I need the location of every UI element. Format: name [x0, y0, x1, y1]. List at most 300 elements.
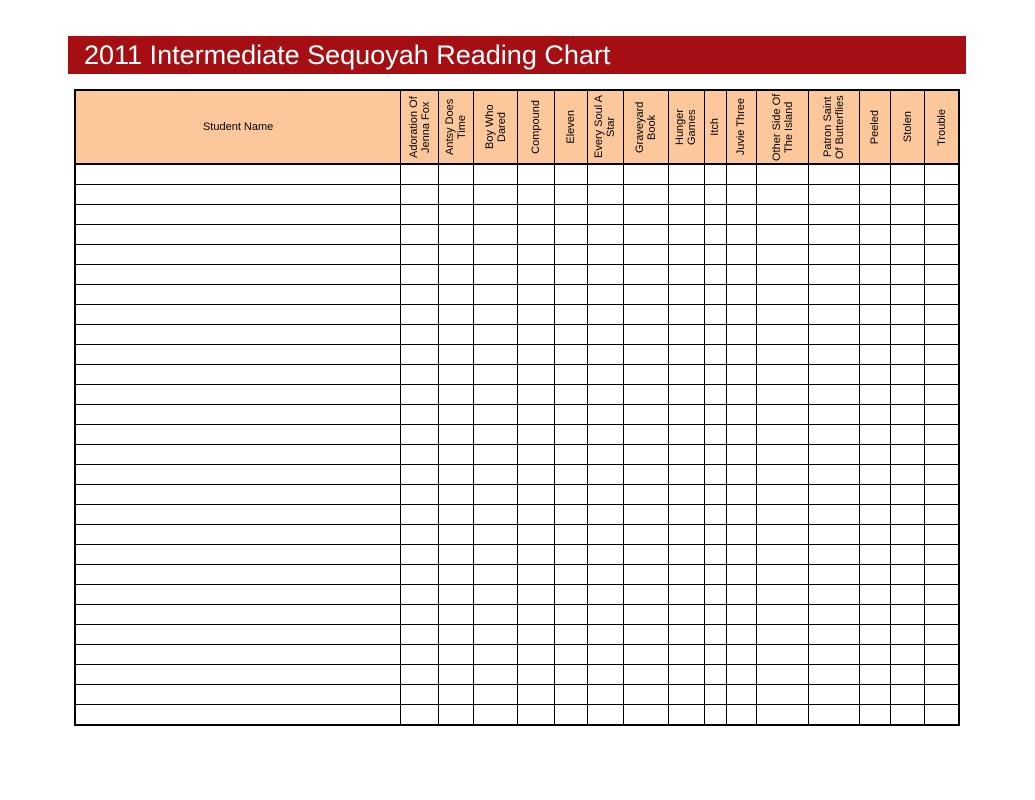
book-check-cell[interactable]	[891, 645, 925, 665]
book-check-cell[interactable]	[809, 384, 860, 404]
book-check-cell[interactable]	[860, 685, 891, 705]
book-check-cell[interactable]	[401, 464, 439, 484]
book-check-cell[interactable]	[809, 364, 860, 384]
book-check-cell[interactable]	[809, 705, 860, 725]
book-check-cell[interactable]	[726, 645, 756, 665]
book-check-cell[interactable]	[891, 665, 925, 685]
book-check-cell[interactable]	[518, 224, 554, 244]
book-check-cell[interactable]	[704, 444, 726, 464]
student-name-cell[interactable]	[75, 224, 401, 244]
book-check-cell[interactable]	[925, 304, 959, 324]
student-name-cell[interactable]	[75, 505, 401, 525]
book-check-cell[interactable]	[401, 224, 439, 244]
book-check-cell[interactable]	[726, 685, 756, 705]
book-check-cell[interactable]	[925, 545, 959, 565]
book-check-cell[interactable]	[554, 444, 587, 464]
book-check-cell[interactable]	[587, 505, 623, 525]
book-check-cell[interactable]	[474, 344, 518, 364]
book-check-cell[interactable]	[809, 665, 860, 685]
book-check-cell[interactable]	[891, 625, 925, 645]
book-check-cell[interactable]	[756, 505, 808, 525]
book-check-cell[interactable]	[860, 444, 891, 464]
book-check-cell[interactable]	[554, 464, 587, 484]
book-check-cell[interactable]	[809, 464, 860, 484]
book-check-cell[interactable]	[518, 344, 554, 364]
book-check-cell[interactable]	[439, 505, 474, 525]
book-check-cell[interactable]	[756, 605, 808, 625]
book-check-cell[interactable]	[401, 244, 439, 264]
book-check-cell[interactable]	[401, 284, 439, 304]
book-check-cell[interactable]	[668, 184, 704, 204]
book-check-cell[interactable]	[623, 244, 668, 264]
book-check-cell[interactable]	[623, 204, 668, 224]
book-check-cell[interactable]	[518, 444, 554, 464]
student-name-cell[interactable]	[75, 184, 401, 204]
book-check-cell[interactable]	[809, 645, 860, 665]
book-check-cell[interactable]	[668, 324, 704, 344]
book-check-cell[interactable]	[726, 525, 756, 545]
book-check-cell[interactable]	[891, 244, 925, 264]
book-check-cell[interactable]	[704, 284, 726, 304]
book-check-cell[interactable]	[554, 184, 587, 204]
book-check-cell[interactable]	[587, 464, 623, 484]
book-check-cell[interactable]	[860, 304, 891, 324]
book-check-cell[interactable]	[891, 164, 925, 184]
book-check-cell[interactable]	[587, 585, 623, 605]
book-check-cell[interactable]	[925, 424, 959, 444]
student-name-cell[interactable]	[75, 485, 401, 505]
book-check-cell[interactable]	[860, 645, 891, 665]
book-check-cell[interactable]	[891, 424, 925, 444]
book-check-cell[interactable]	[554, 324, 587, 344]
student-name-cell[interactable]	[75, 625, 401, 645]
book-check-cell[interactable]	[756, 284, 808, 304]
book-check-cell[interactable]	[860, 224, 891, 244]
student-name-cell[interactable]	[75, 565, 401, 585]
book-check-cell[interactable]	[704, 184, 726, 204]
book-check-cell[interactable]	[623, 444, 668, 464]
book-check-cell[interactable]	[401, 304, 439, 324]
book-check-cell[interactable]	[439, 284, 474, 304]
book-check-cell[interactable]	[860, 485, 891, 505]
book-check-cell[interactable]	[668, 464, 704, 484]
book-check-cell[interactable]	[439, 184, 474, 204]
book-check-cell[interactable]	[704, 705, 726, 725]
book-check-cell[interactable]	[439, 645, 474, 665]
book-check-cell[interactable]	[809, 444, 860, 464]
book-check-cell[interactable]	[726, 284, 756, 304]
book-check-cell[interactable]	[518, 384, 554, 404]
book-check-cell[interactable]	[554, 384, 587, 404]
book-check-cell[interactable]	[860, 464, 891, 484]
book-check-cell[interactable]	[726, 164, 756, 184]
book-check-cell[interactable]	[554, 645, 587, 665]
book-check-cell[interactable]	[439, 525, 474, 545]
book-check-cell[interactable]	[860, 204, 891, 224]
student-name-cell[interactable]	[75, 665, 401, 685]
book-check-cell[interactable]	[756, 204, 808, 224]
book-check-cell[interactable]	[518, 625, 554, 645]
book-check-cell[interactable]	[726, 444, 756, 464]
book-check-cell[interactable]	[726, 224, 756, 244]
book-check-cell[interactable]	[623, 545, 668, 565]
book-check-cell[interactable]	[518, 585, 554, 605]
book-check-cell[interactable]	[891, 545, 925, 565]
book-check-cell[interactable]	[439, 384, 474, 404]
book-check-cell[interactable]	[704, 224, 726, 244]
book-check-cell[interactable]	[474, 204, 518, 224]
book-check-cell[interactable]	[623, 384, 668, 404]
book-check-cell[interactable]	[726, 464, 756, 484]
book-check-cell[interactable]	[925, 665, 959, 685]
book-check-cell[interactable]	[809, 545, 860, 565]
book-check-cell[interactable]	[668, 384, 704, 404]
book-check-cell[interactable]	[704, 685, 726, 705]
book-check-cell[interactable]	[401, 565, 439, 585]
book-check-cell[interactable]	[891, 464, 925, 484]
student-name-cell[interactable]	[75, 364, 401, 384]
book-check-cell[interactable]	[554, 244, 587, 264]
book-check-cell[interactable]	[439, 705, 474, 725]
book-check-cell[interactable]	[518, 244, 554, 264]
book-check-cell[interactable]	[860, 184, 891, 204]
book-check-cell[interactable]	[623, 625, 668, 645]
book-check-cell[interactable]	[726, 625, 756, 645]
book-check-cell[interactable]	[474, 424, 518, 444]
book-check-cell[interactable]	[474, 485, 518, 505]
book-check-cell[interactable]	[704, 364, 726, 384]
book-check-cell[interactable]	[809, 485, 860, 505]
book-check-cell[interactable]	[439, 545, 474, 565]
book-check-cell[interactable]	[925, 364, 959, 384]
book-check-cell[interactable]	[704, 464, 726, 484]
book-check-cell[interactable]	[518, 605, 554, 625]
student-name-cell[interactable]	[75, 244, 401, 264]
book-check-cell[interactable]	[668, 545, 704, 565]
book-check-cell[interactable]	[554, 505, 587, 525]
book-check-cell[interactable]	[439, 485, 474, 505]
book-check-cell[interactable]	[439, 444, 474, 464]
book-check-cell[interactable]	[623, 665, 668, 685]
book-check-cell[interactable]	[809, 424, 860, 444]
book-check-cell[interactable]	[925, 485, 959, 505]
book-check-cell[interactable]	[518, 304, 554, 324]
book-check-cell[interactable]	[554, 685, 587, 705]
book-check-cell[interactable]	[439, 324, 474, 344]
book-check-cell[interactable]	[925, 645, 959, 665]
book-check-cell[interactable]	[809, 204, 860, 224]
book-check-cell[interactable]	[891, 565, 925, 585]
book-check-cell[interactable]	[809, 605, 860, 625]
book-check-cell[interactable]	[809, 304, 860, 324]
book-check-cell[interactable]	[860, 324, 891, 344]
book-check-cell[interactable]	[554, 485, 587, 505]
book-check-cell[interactable]	[860, 525, 891, 545]
book-check-cell[interactable]	[439, 625, 474, 645]
book-check-cell[interactable]	[474, 585, 518, 605]
book-check-cell[interactable]	[704, 645, 726, 665]
book-check-cell[interactable]	[860, 164, 891, 184]
book-check-cell[interactable]	[756, 444, 808, 464]
book-check-cell[interactable]	[726, 705, 756, 725]
book-check-cell[interactable]	[809, 324, 860, 344]
book-check-cell[interactable]	[704, 204, 726, 224]
book-check-cell[interactable]	[401, 525, 439, 545]
book-check-cell[interactable]	[925, 264, 959, 284]
student-name-cell[interactable]	[75, 304, 401, 324]
book-check-cell[interactable]	[891, 184, 925, 204]
book-check-cell[interactable]	[401, 545, 439, 565]
book-check-cell[interactable]	[518, 665, 554, 685]
book-check-cell[interactable]	[891, 204, 925, 224]
book-check-cell[interactable]	[668, 485, 704, 505]
book-check-cell[interactable]	[401, 605, 439, 625]
book-check-cell[interactable]	[518, 404, 554, 424]
book-check-cell[interactable]	[474, 404, 518, 424]
book-check-cell[interactable]	[401, 364, 439, 384]
book-check-cell[interactable]	[756, 244, 808, 264]
student-name-cell[interactable]	[75, 384, 401, 404]
book-check-cell[interactable]	[756, 565, 808, 585]
book-check-cell[interactable]	[726, 384, 756, 404]
book-check-cell[interactable]	[925, 244, 959, 264]
book-check-cell[interactable]	[518, 464, 554, 484]
book-check-cell[interactable]	[809, 505, 860, 525]
book-check-cell[interactable]	[518, 264, 554, 284]
book-check-cell[interactable]	[554, 545, 587, 565]
book-check-cell[interactable]	[704, 384, 726, 404]
book-check-cell[interactable]	[668, 164, 704, 184]
book-check-cell[interactable]	[623, 485, 668, 505]
book-check-cell[interactable]	[726, 324, 756, 344]
book-check-cell[interactable]	[623, 424, 668, 444]
book-check-cell[interactable]	[668, 264, 704, 284]
book-check-cell[interactable]	[587, 304, 623, 324]
book-check-cell[interactable]	[587, 344, 623, 364]
book-check-cell[interactable]	[401, 444, 439, 464]
book-check-cell[interactable]	[623, 464, 668, 484]
book-check-cell[interactable]	[623, 224, 668, 244]
book-check-cell[interactable]	[587, 244, 623, 264]
book-check-cell[interactable]	[587, 424, 623, 444]
book-check-cell[interactable]	[891, 505, 925, 525]
book-check-cell[interactable]	[668, 525, 704, 545]
book-check-cell[interactable]	[401, 424, 439, 444]
book-check-cell[interactable]	[891, 685, 925, 705]
book-check-cell[interactable]	[704, 304, 726, 324]
book-check-cell[interactable]	[891, 304, 925, 324]
book-check-cell[interactable]	[726, 244, 756, 264]
book-check-cell[interactable]	[726, 424, 756, 444]
book-check-cell[interactable]	[668, 585, 704, 605]
student-name-cell[interactable]	[75, 605, 401, 625]
book-check-cell[interactable]	[439, 585, 474, 605]
book-check-cell[interactable]	[668, 304, 704, 324]
book-check-cell[interactable]	[668, 424, 704, 444]
book-check-cell[interactable]	[587, 605, 623, 625]
book-check-cell[interactable]	[925, 224, 959, 244]
book-check-cell[interactable]	[587, 645, 623, 665]
book-check-cell[interactable]	[668, 605, 704, 625]
book-check-cell[interactable]	[809, 685, 860, 705]
book-check-cell[interactable]	[668, 645, 704, 665]
book-check-cell[interactable]	[756, 625, 808, 645]
book-check-cell[interactable]	[401, 384, 439, 404]
book-check-cell[interactable]	[756, 164, 808, 184]
book-check-cell[interactable]	[668, 344, 704, 364]
student-name-cell[interactable]	[75, 404, 401, 424]
book-check-cell[interactable]	[704, 485, 726, 505]
book-check-cell[interactable]	[756, 545, 808, 565]
book-check-cell[interactable]	[439, 164, 474, 184]
book-check-cell[interactable]	[518, 424, 554, 444]
book-check-cell[interactable]	[860, 565, 891, 585]
book-check-cell[interactable]	[668, 284, 704, 304]
book-check-cell[interactable]	[756, 685, 808, 705]
book-check-cell[interactable]	[704, 605, 726, 625]
book-check-cell[interactable]	[474, 384, 518, 404]
book-check-cell[interactable]	[860, 665, 891, 685]
book-check-cell[interactable]	[756, 224, 808, 244]
book-check-cell[interactable]	[756, 705, 808, 725]
book-check-cell[interactable]	[925, 525, 959, 545]
book-check-cell[interactable]	[554, 424, 587, 444]
book-check-cell[interactable]	[925, 284, 959, 304]
book-check-cell[interactable]	[474, 605, 518, 625]
book-check-cell[interactable]	[726, 585, 756, 605]
book-check-cell[interactable]	[623, 264, 668, 284]
book-check-cell[interactable]	[587, 625, 623, 645]
book-check-cell[interactable]	[756, 364, 808, 384]
book-check-cell[interactable]	[704, 324, 726, 344]
book-check-cell[interactable]	[756, 525, 808, 545]
book-check-cell[interactable]	[518, 525, 554, 545]
book-check-cell[interactable]	[860, 244, 891, 264]
student-name-cell[interactable]	[75, 545, 401, 565]
book-check-cell[interactable]	[439, 204, 474, 224]
book-check-cell[interactable]	[726, 505, 756, 525]
book-check-cell[interactable]	[474, 284, 518, 304]
book-check-cell[interactable]	[518, 284, 554, 304]
book-check-cell[interactable]	[668, 364, 704, 384]
book-check-cell[interactable]	[860, 364, 891, 384]
book-check-cell[interactable]	[401, 485, 439, 505]
book-check-cell[interactable]	[726, 485, 756, 505]
book-check-cell[interactable]	[587, 284, 623, 304]
book-check-cell[interactable]	[554, 264, 587, 284]
book-check-cell[interactable]	[809, 565, 860, 585]
book-check-cell[interactable]	[554, 665, 587, 685]
book-check-cell[interactable]	[860, 545, 891, 565]
book-check-cell[interactable]	[704, 164, 726, 184]
book-check-cell[interactable]	[756, 324, 808, 344]
book-check-cell[interactable]	[704, 404, 726, 424]
book-check-cell[interactable]	[668, 404, 704, 424]
book-check-cell[interactable]	[474, 685, 518, 705]
book-check-cell[interactable]	[474, 505, 518, 525]
book-check-cell[interactable]	[401, 184, 439, 204]
book-check-cell[interactable]	[587, 705, 623, 725]
book-check-cell[interactable]	[891, 324, 925, 344]
book-check-cell[interactable]	[925, 705, 959, 725]
student-name-cell[interactable]	[75, 685, 401, 705]
student-name-cell[interactable]	[75, 525, 401, 545]
book-check-cell[interactable]	[891, 705, 925, 725]
book-check-cell[interactable]	[809, 244, 860, 264]
book-check-cell[interactable]	[726, 184, 756, 204]
book-check-cell[interactable]	[623, 344, 668, 364]
book-check-cell[interactable]	[726, 665, 756, 685]
book-check-cell[interactable]	[474, 304, 518, 324]
book-check-cell[interactable]	[474, 244, 518, 264]
book-check-cell[interactable]	[439, 244, 474, 264]
student-name-cell[interactable]	[75, 164, 401, 184]
book-check-cell[interactable]	[891, 444, 925, 464]
book-check-cell[interactable]	[401, 164, 439, 184]
book-check-cell[interactable]	[726, 204, 756, 224]
book-check-cell[interactable]	[474, 545, 518, 565]
book-check-cell[interactable]	[925, 625, 959, 645]
student-name-cell[interactable]	[75, 585, 401, 605]
book-check-cell[interactable]	[704, 565, 726, 585]
book-check-cell[interactable]	[474, 324, 518, 344]
book-check-cell[interactable]	[554, 304, 587, 324]
book-check-cell[interactable]	[401, 625, 439, 645]
student-name-cell[interactable]	[75, 324, 401, 344]
book-check-cell[interactable]	[401, 645, 439, 665]
book-check-cell[interactable]	[860, 384, 891, 404]
book-check-cell[interactable]	[518, 364, 554, 384]
book-check-cell[interactable]	[860, 284, 891, 304]
book-check-cell[interactable]	[925, 404, 959, 424]
book-check-cell[interactable]	[860, 605, 891, 625]
book-check-cell[interactable]	[554, 525, 587, 545]
book-check-cell[interactable]	[623, 404, 668, 424]
book-check-cell[interactable]	[587, 184, 623, 204]
book-check-cell[interactable]	[668, 625, 704, 645]
book-check-cell[interactable]	[891, 284, 925, 304]
book-check-cell[interactable]	[860, 505, 891, 525]
book-check-cell[interactable]	[439, 605, 474, 625]
book-check-cell[interactable]	[726, 605, 756, 625]
book-check-cell[interactable]	[891, 224, 925, 244]
book-check-cell[interactable]	[401, 685, 439, 705]
book-check-cell[interactable]	[439, 264, 474, 284]
book-check-cell[interactable]	[518, 164, 554, 184]
book-check-cell[interactable]	[518, 505, 554, 525]
book-check-cell[interactable]	[809, 404, 860, 424]
book-check-cell[interactable]	[925, 505, 959, 525]
book-check-cell[interactable]	[587, 685, 623, 705]
book-check-cell[interactable]	[518, 485, 554, 505]
book-check-cell[interactable]	[401, 204, 439, 224]
book-check-cell[interactable]	[587, 545, 623, 565]
book-check-cell[interactable]	[925, 204, 959, 224]
book-check-cell[interactable]	[401, 505, 439, 525]
book-check-cell[interactable]	[756, 264, 808, 284]
book-check-cell[interactable]	[439, 404, 474, 424]
book-check-cell[interactable]	[756, 384, 808, 404]
book-check-cell[interactable]	[925, 344, 959, 364]
book-check-cell[interactable]	[891, 364, 925, 384]
book-check-cell[interactable]	[554, 364, 587, 384]
book-check-cell[interactable]	[756, 304, 808, 324]
book-check-cell[interactable]	[668, 565, 704, 585]
book-check-cell[interactable]	[518, 685, 554, 705]
book-check-cell[interactable]	[623, 304, 668, 324]
book-check-cell[interactable]	[474, 565, 518, 585]
book-check-cell[interactable]	[518, 184, 554, 204]
